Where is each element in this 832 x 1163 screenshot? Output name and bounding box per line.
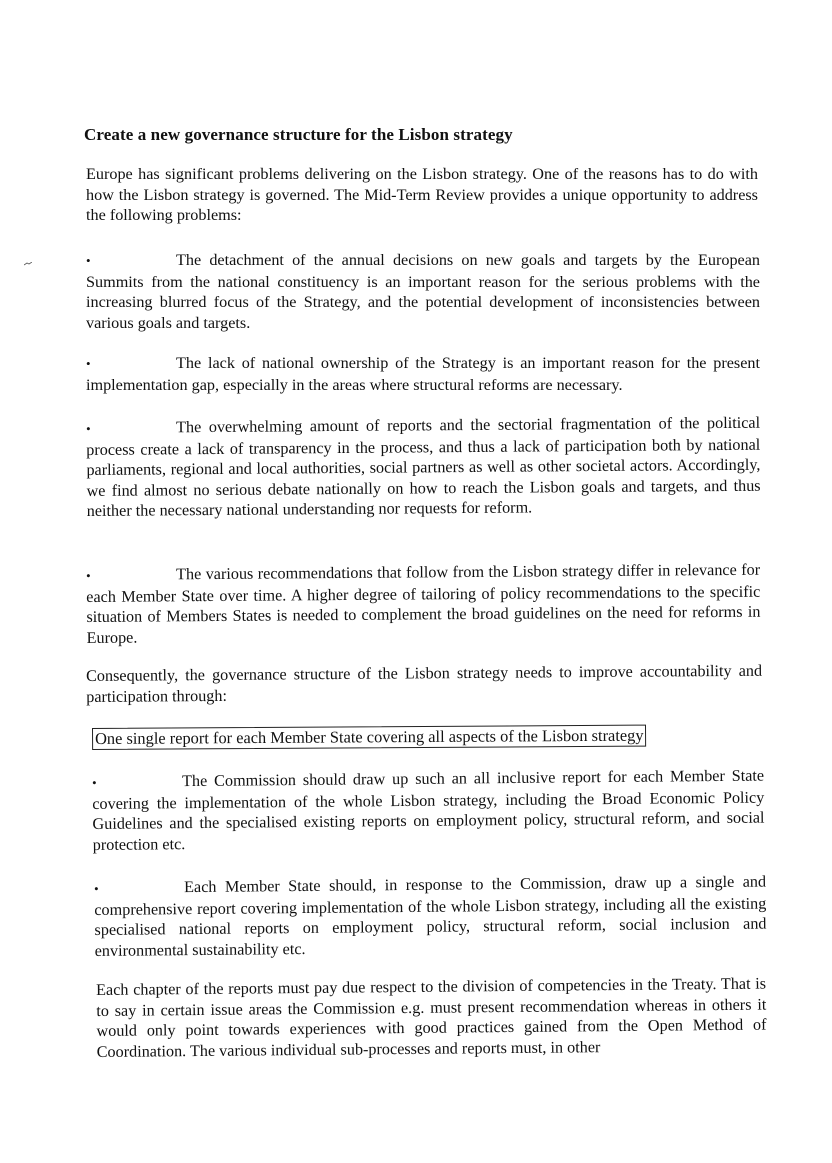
closing-paragraph: Each chapter of the reports must pay due respect to the division of competencies in the Treaty. That is to say in certain issue areas the Commission e.g. must present recommendation whereas in others it would only point towards experiences with good practices gained from the Open Method of Coordination. The various individual sub-processes and reports must, in other: [96, 974, 767, 1061]
bullet-icon: •: [86, 356, 91, 371]
margin-scribble: [24, 262, 32, 266]
problem-item-2: [86, 353, 760, 395]
boxed-subheading: One single report for each Member State covering all aspects of the Lisbon strategy: [92, 725, 647, 750]
bullet-icon: •: [92, 774, 97, 790]
report-point-text: The Commission should draw up such an all inclusive report for each Member State covering the implementation of the whole Lisbon strategy, including the Broad Economic Policy Guidelines and the specialised existing reports on employment policy, structural reform, and social protection etc.: [92, 766, 765, 854]
bullet-icon: •: [94, 880, 99, 896]
problem-text: The lack of national ownership of the Strategy is an important reason for the present implementation gap, especially in the areas where structural reforms are necessary.: [86, 354, 760, 394]
bullet-icon: •: [86, 567, 91, 583]
intro-paragraph: Europe has significant problems delivering on the Lisbon strategy. One of the reasons has to do with how the Lisbon strategy is governed. The Mid-Term Review provides a unique opportunity to address the following problems:: [86, 165, 758, 225]
problem-text: The overwhelming amount of reports and the sectorial fragmentation of the political process create a lack of transparency in the process, and thus a lack of participation both by national parliaments, regional and local authorities, social partners as well as other societal actors. Accordingly, we find almost no serious debate nationally on how to reach the Lisbon goals and targets, and thus neither the necessary national understanding nor requests for reform.: [86, 413, 761, 521]
report-point-text: Each Member State should, in response to the Commission, draw up a single and comprehensive report covering implementation of the whole Lisbon strategy, including all the existing specialised national reports on employment policy, structural reform, social inclusion and environmental sustainability etc.: [94, 872, 767, 960]
section-heading: Create a new governance structure for the Lisbon strategy: [84, 125, 513, 144]
consequently-paragraph: Consequently, the governance structure of the Lisbon strategy needs to improve accountability and participation through:: [86, 661, 763, 706]
problem-text: The detachment of the annual decisions on new goals and targets by the European Summits from the national constituency is an important reason for the serious problems with the increasing blurred focus of the Strategy, and the potential development of inconsistencies between various goals and targets.: [86, 251, 760, 332]
problem-item-4: [86, 560, 761, 649]
problem-text: The various recommendations that follow from the Lisbon strategy differ in relevance for each Member State over time. A higher degree of tailoring of policy recommendations to the specific situation of Members States is needed to complement the broad guidelines on the need for reforms in Europe.: [86, 560, 761, 647]
bullet-icon: •: [86, 420, 91, 436]
problem-item-3: [86, 413, 761, 522]
report-point-2: [94, 872, 767, 962]
bullet-icon: •: [86, 253, 91, 268]
problem-item-1: [86, 250, 760, 333]
report-point-1: [92, 766, 765, 856]
